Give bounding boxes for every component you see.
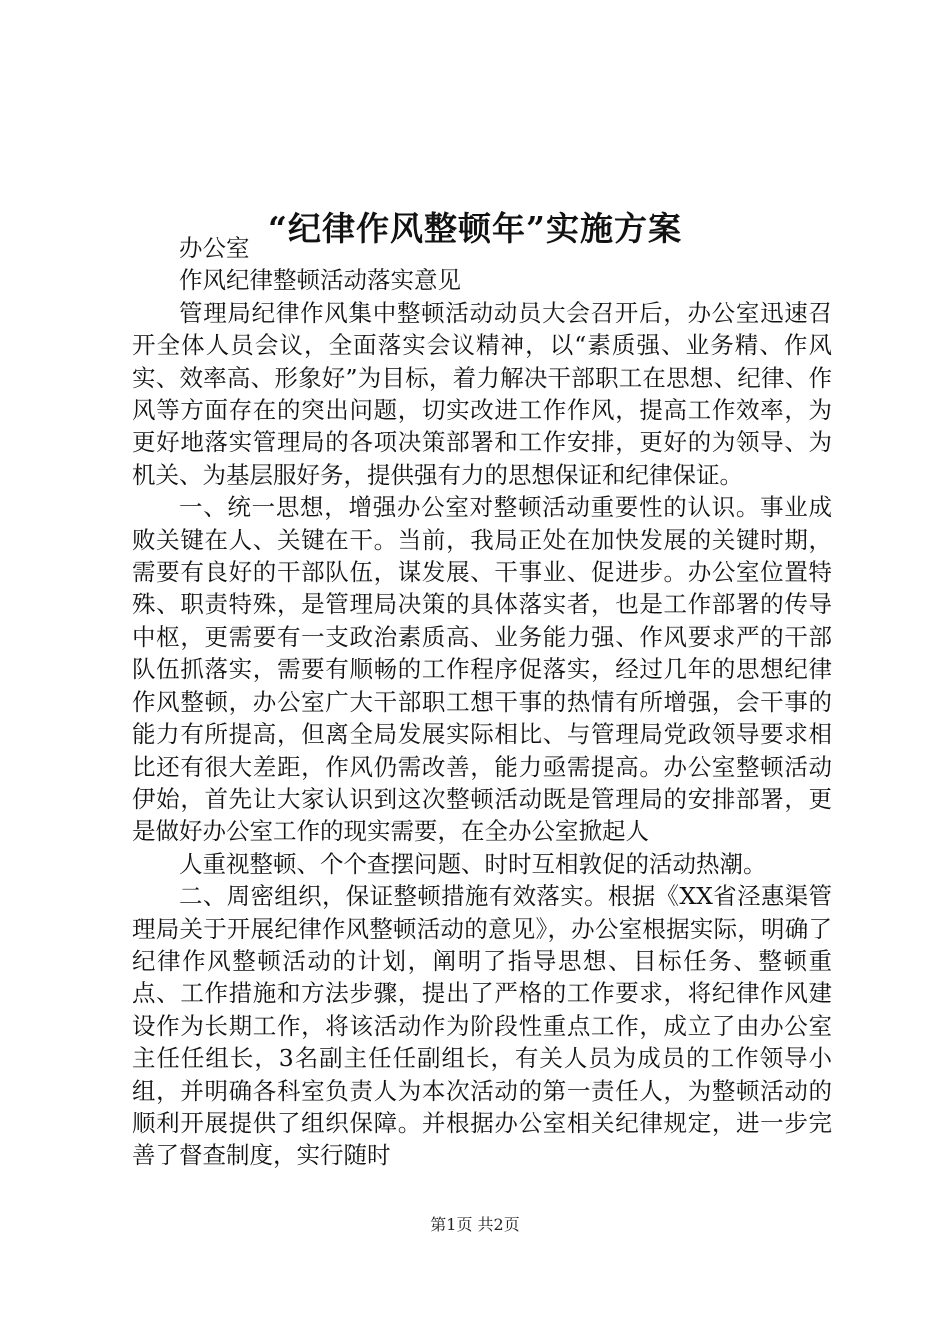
paragraph-intro: 管理局纪律作风集中整顿活动动员大会召开后，办公室迅速召开全体人员会议，全面落实会议精神，以“素质强、业务精、作风实、效率高、形象好”为目标，着力解决干部职工在思想、纪律、作风等方面存在的突出问题，切实改进工作作风，提高工作效率，为更好地落实管理局的各项决策部署和工作安排，更好的为领导、为机关、为基层服好务，提供强有力的思想保证和纪律保证。 — [132, 298, 832, 489]
document-body — [132, 232, 832, 1172]
paragraph-subtitle: 作风纪律整顿活动落实意见 — [179, 266, 461, 295]
paragraph-section-two: 二、周密组织，保证整顿措施有效落实。根据《XX省泾惠渠管理局关于开展纪律作风整顿活动的意见》，办公室根据实际，明确了纪律作风整顿活动的计划，阐明了指导思想、目标任务、整顿重点、工作措施和方法步骤，提出了严格的工作要求，将纪律作风建设作为长期工作，将该活动作为阶段性重点工作，成立了由办公室主任任组长，3名副主任任副组长，有关人员为成员的工作领导小组，并明确各科室负责人为本次活动的第一责任人，为整顿活动的顺利开展提供了组织保障。并根据办公室相关纪律规定，进一步完善了督查制度，实行随时 — [132, 882, 832, 1170]
paragraph-section-one-continued: 人重视整顿、个个查摆问题、时时互相敦促的活动热潮。 — [179, 849, 767, 878]
paragraph-section-one: 一、统一思想，增强办公室对整顿活动重要性的认识。事业成败关键在人、关键在干。当前，我局正处在加快发展的关键时期，需要有良好的干部队伍，谋发展、干事业、促进步。办公室位置特殊、职责特殊，是管理局决策的具体落实者，也是工作部署的传导中枢，更需要有一支政治素质高、业务能力强、作风要求严的干部队伍抓落实，需要有顺畅的工作程序促落实，经过几年的思想纪律作风整顿，办公室广大干部职工想干事的热情有所增强，会干事的能力有所提高，但离全局发展实际相比、与管理局党政领导要求相比还有很大差距，作风仍需改善，能力亟需提高。办公室整顿活动伊始，首先让大家认识到这次整顿活动既是管理局的安排部署，更是做好办公室工作的现实需要，在全办公室掀起人 — [132, 493, 832, 846]
document-title: “纪律作风整顿年”实施方案 — [268, 209, 682, 249]
page-number-footer: 第1页 共2页 — [430, 1215, 520, 1234]
paragraph-department: 办公室 — [179, 234, 250, 262]
